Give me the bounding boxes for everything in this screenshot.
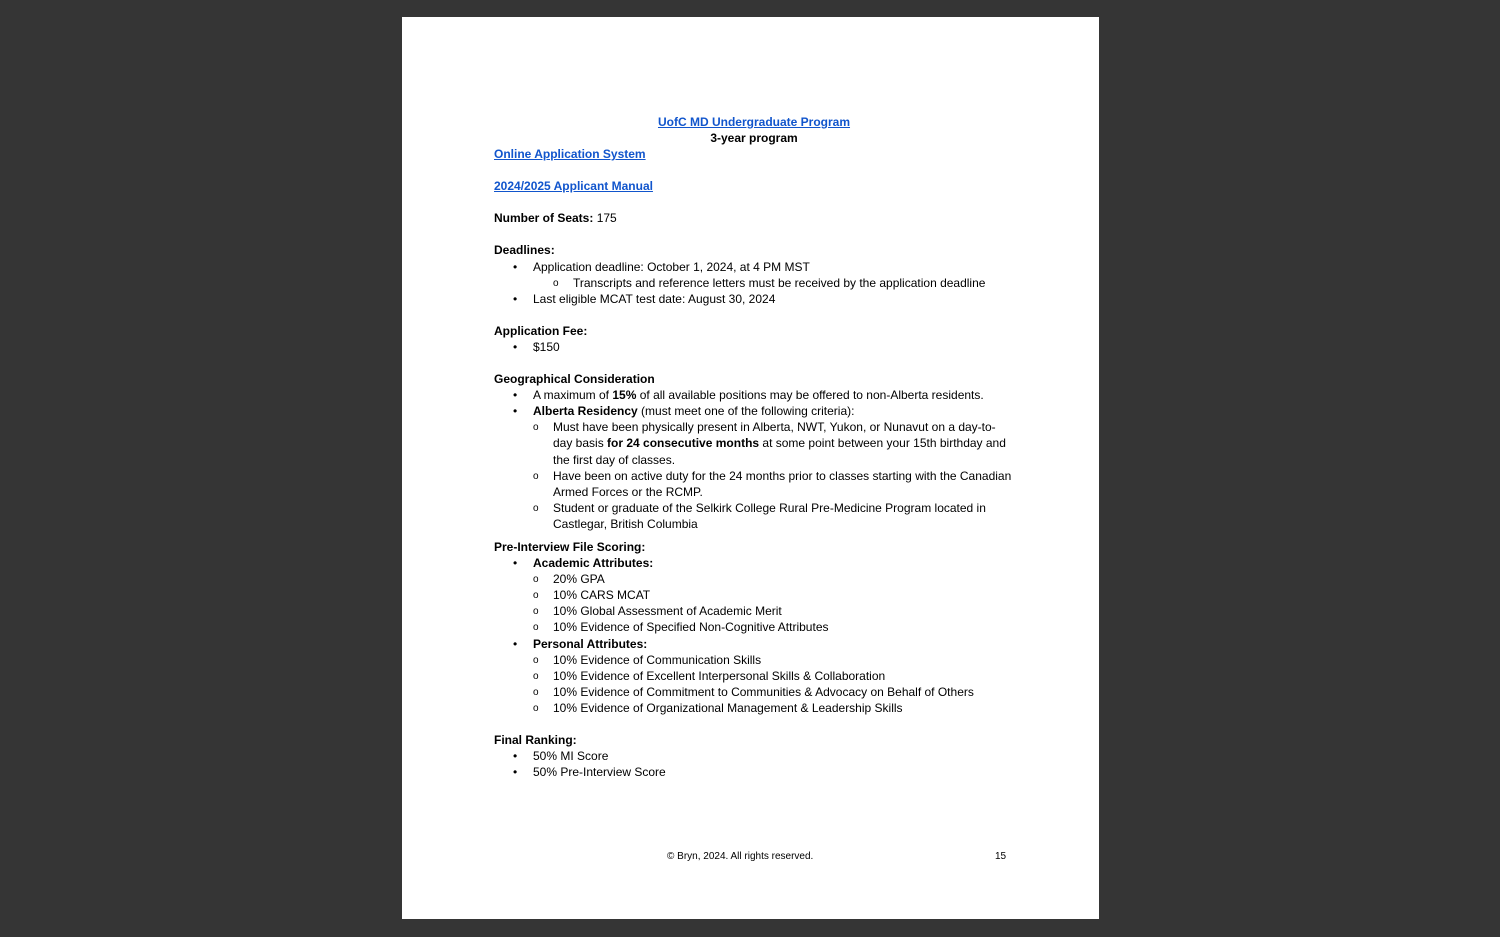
list-item: o 10% Evidence of Communication Skills: [494, 652, 1014, 668]
sub-bullet-icon: o: [533, 606, 539, 618]
scoring-list: [494, 555, 1014, 716]
sub-bullet-icon: o: [533, 686, 539, 698]
list-item: o 10% Evidence of Excellent Interpersonal Skills & Collaboration: [494, 668, 1014, 684]
list-item: • 50% Pre-Interview Score: [513, 765, 666, 780]
bullet-icon: •: [513, 388, 518, 403]
fee-heading: Application Fee:: [494, 323, 588, 338]
seats-value: 175: [593, 211, 617, 226]
bullet-icon: •: [513, 636, 518, 651]
list-item: • Academic Attributes:: [513, 556, 654, 571]
applicant-manual-link[interactable]: 2024/2025 Applicant Manual: [494, 179, 653, 194]
bullet-icon: •: [513, 749, 518, 764]
page-footer: [402, 851, 1099, 865]
list-item: • Last eligible MCAT test date: August 30, 2024: [513, 291, 776, 306]
seats-line: [494, 210, 1014, 226]
program-title-link[interactable]: UofC MD Undergraduate Program: [657, 115, 851, 129]
fee-list: [494, 339, 1014, 355]
ranking-list: [494, 748, 1014, 780]
scoring-heading: Pre-Interview File Scoring:: [494, 539, 646, 554]
bullet-icon: •: [513, 339, 518, 354]
list-item: • A maximum of 15% of all available positions may be offered to non-Alberta residents.: [513, 388, 984, 403]
copyright-text: © Bryn, 2024. All rights reserved.: [667, 851, 814, 862]
sub-bullet-icon: o: [553, 277, 559, 289]
list-item: o 10% Evidence of Organizational Management & Leadership Skills: [494, 700, 1014, 716]
list-item: • Application deadline: October 1, 2024, at 4 PM MST: [513, 259, 810, 274]
sub-bullet-icon: o: [533, 502, 539, 514]
bullet-icon: •: [513, 404, 518, 419]
sub-bullet-icon: o: [533, 622, 539, 634]
sub-bullet-icon: o: [533, 470, 539, 482]
geo-list: [494, 387, 1014, 532]
bullet-icon: •: [513, 556, 518, 571]
sub-bullet-icon: o: [533, 654, 539, 666]
list-item: • 50% MI Score: [513, 749, 609, 764]
list-item: • $150: [513, 339, 560, 354]
list-item: o 10% CARS MCAT: [494, 587, 1014, 603]
bullet-icon: •: [513, 259, 518, 274]
bullet-icon: •: [513, 291, 518, 306]
sub-bullet-icon: o: [533, 422, 539, 434]
geo-heading: Geographical Consideration: [494, 372, 655, 387]
list-item: o Have been on active duty for the 24 months prior to classes starting with the Canadian Armed Forces or the RCMP.: [533, 468, 1012, 499]
list-item: o Must have been physically present in Alberta, NWT, Yukon, or Nunavut on a day-to-day basis for 24 consecutive months at some point between your 15th birthday and the first day of classes.: [533, 420, 1006, 467]
online-application-link[interactable]: Online Application System: [494, 147, 646, 162]
list-item: • Alberta Residency (must meet one of the following criteria):: [513, 404, 855, 419]
sub-bullet-icon: o: [533, 590, 539, 602]
ranking-heading: Final Ranking:: [494, 733, 577, 747]
seats-label: Number of Seats:: [494, 211, 594, 226]
document-page: [402, 17, 1099, 919]
bullet-icon: •: [513, 765, 518, 780]
list-item: o 10% Global Assessment of Academic Merit: [494, 603, 1014, 619]
list-item: o 20% GPA: [494, 571, 1014, 587]
deadlines-heading: Deadlines:: [494, 243, 555, 258]
list-item: o Student or graduate of the Selkirk College Rural Pre-Medicine Program located in Castlegar, British Columbia: [533, 500, 986, 531]
list-item: o 10% Evidence of Commitment to Communities & Advocacy on Behalf of Others: [494, 684, 1014, 700]
list-item: o Transcripts and reference letters must be received by the application deadline: [494, 275, 1014, 291]
program-header: [494, 114, 1014, 146]
page-number: 15: [995, 851, 1007, 862]
sub-bullet-icon: o: [533, 702, 539, 714]
list-item: • Personal Attributes:: [513, 636, 648, 651]
deadlines-list: [494, 259, 1014, 307]
sub-bullet-icon: o: [533, 670, 539, 682]
sub-bullet-icon: o: [533, 574, 539, 586]
program-subtitle: 3-year program: [710, 131, 798, 146]
list-item: o 10% Evidence of Specified Non-Cognitive Attributes: [494, 619, 1014, 635]
page-content: [494, 114, 1014, 780]
